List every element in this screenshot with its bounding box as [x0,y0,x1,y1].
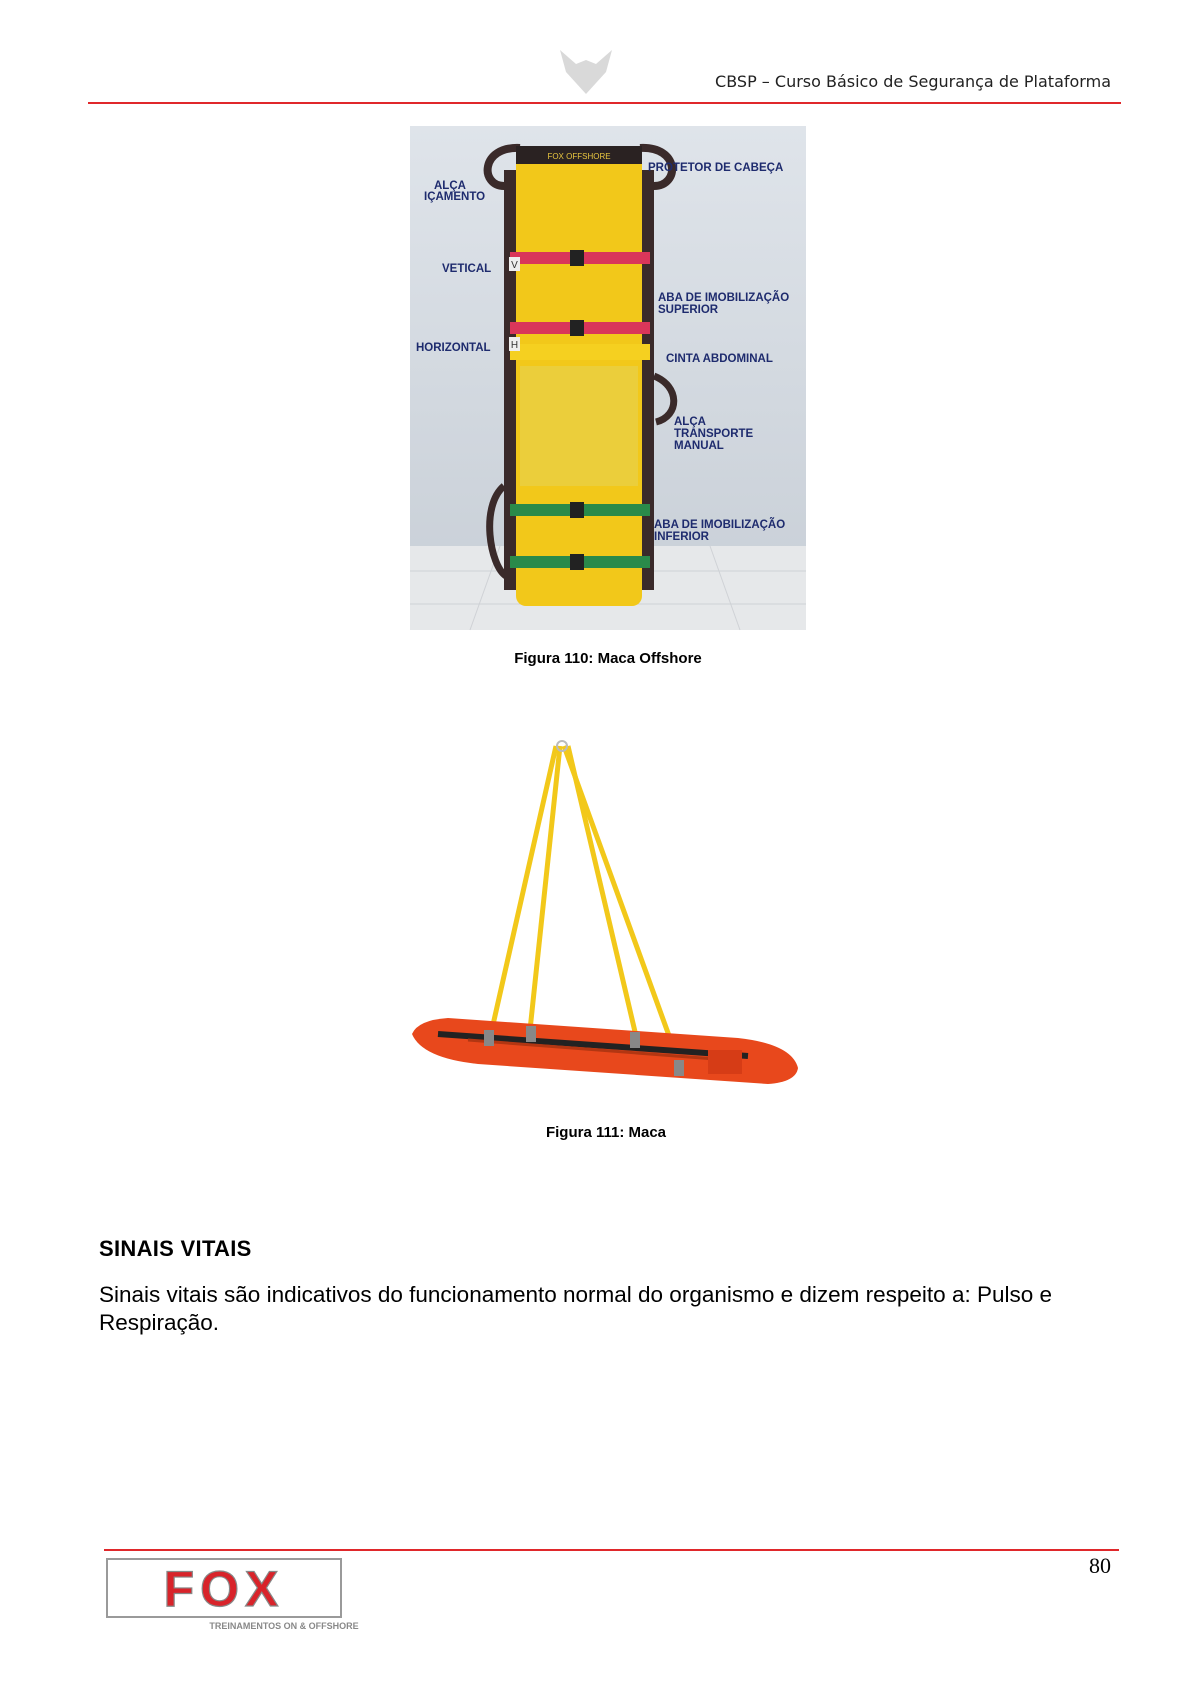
section-heading: SINAIS VITAIS [99,1236,252,1261]
svg-text:FOX OFFSHORE: FOX OFFSHORE [547,152,611,161]
logo-wordmark: FOX [163,1561,285,1617]
svg-text:IÇAMENTO: IÇAMENTO [424,191,486,203]
header-rule [88,102,1121,104]
label-alca-icamento: ALÇA [434,180,466,192]
header-title: CBSP – Curso Básico de Segurança de Plataforma [715,72,1111,91]
svg-text:SUPERIOR: SUPERIOR [658,304,719,316]
label-protetor: PROTETOR DE CABEÇA [648,162,784,174]
label-horizontal: HORIZONTAL [416,342,491,354]
figure-110-caption: Figura 110: Maca Offshore [514,650,702,667]
label-aba-inferior: ABA DE IMOBILIZAÇÃO [654,519,786,531]
section-paragraph: Sinais vitais são indicativos do funcionamento normal do organismo e dizem respeito a: Pulso e Respiração. [99,1282,1053,1335]
label-vetical: VETICAL [442,263,492,275]
svg-text:TRANSPORTE: TRANSPORTE [674,428,754,440]
figure-111-image [408,738,804,1118]
label-cinta: CINTA ABDOMINAL [666,353,773,365]
label-aba-superior: ABA DE IMOBILIZAÇÃO [658,292,790,304]
svg-text:MANUAL: MANUAL [674,440,724,452]
page-number: 80 [1089,1553,1111,1578]
footer-logo [106,1558,359,1632]
figure-111-caption: Figura 111: Maca [545,1124,667,1141]
svg-text:H: H [510,340,519,351]
figure-110-image [410,126,806,630]
svg-text:V: V [511,260,518,271]
footer-rule [104,1549,1119,1551]
logo-tagline: TREINAMENTOS ON & OFFSHORE [209,1621,359,1631]
svg-text:INFERIOR: INFERIOR [654,531,709,543]
label-alca-transporte: ALÇA [674,416,706,428]
